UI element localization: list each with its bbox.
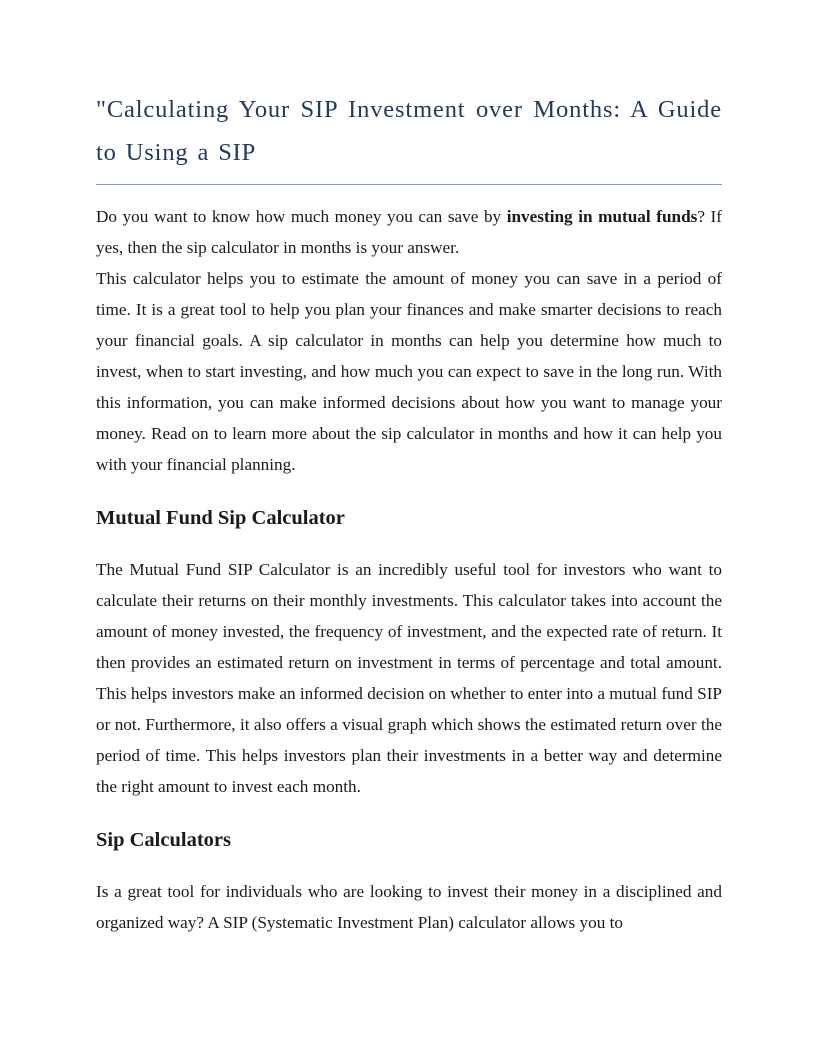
document-title: "Calculating Your SIP Investment over Months: A Guide to Using a SIP	[96, 96, 722, 166]
intro-body-paragraph: This calculator helps you to estimate the amount of money you can save in a period of time. It is a great tool to help you plan your finances and make smarter decisions to reach your financial goals. A sip calculator in months can help you determine how much to invest, when to start investing, and how much you can expect to save in the long run. With this information, you can make informed decisions about how you want to manage your money. Read on to learn more about the sip calculator in months and how it can help you with your financial planning.	[96, 269, 722, 474]
section-body-sip-calculators: Is a great tool for individuals who are looking to invest their money in a disciplined and organized way? A SIP (Systematic Investment Plan) calculator allows you to	[96, 882, 722, 932]
document-page	[96, 88, 722, 938]
section-heading-mutual-fund-sip-calculator: Mutual Fund Sip Calculator	[96, 507, 345, 529]
intro-bold-phrase: investing in mutual funds	[506, 207, 698, 226]
intro-lead-paragraph	[96, 201, 722, 263]
section-body-mutual-fund-sip-calculator: The Mutual Fund SIP Calculator is an incredibly useful tool for investors who want to calculate their returns on their monthly investments. This calculator takes into account the amount of money invested, the frequency of investment, and the expected rate of return. It then provides an estimated return on investment in terms of percentage and total amount. This helps investors make an informed decision on whether to enter into a mutual fund SIP or not. Furthermore, it also offers a visual graph which shows the estimated return over the period of time. This helps investors plan their investments in a better way and determine the right amount to invest each month.	[96, 560, 722, 796]
intro-lead-text: Do you want to know how much money you can save by	[96, 207, 507, 226]
intro-lead-question-end: ? If yes, then the sip calculator in months is your answer.	[96, 207, 722, 257]
section-heading-sip-calculators: Sip Calculators	[96, 829, 231, 851]
title-divider	[96, 184, 722, 185]
